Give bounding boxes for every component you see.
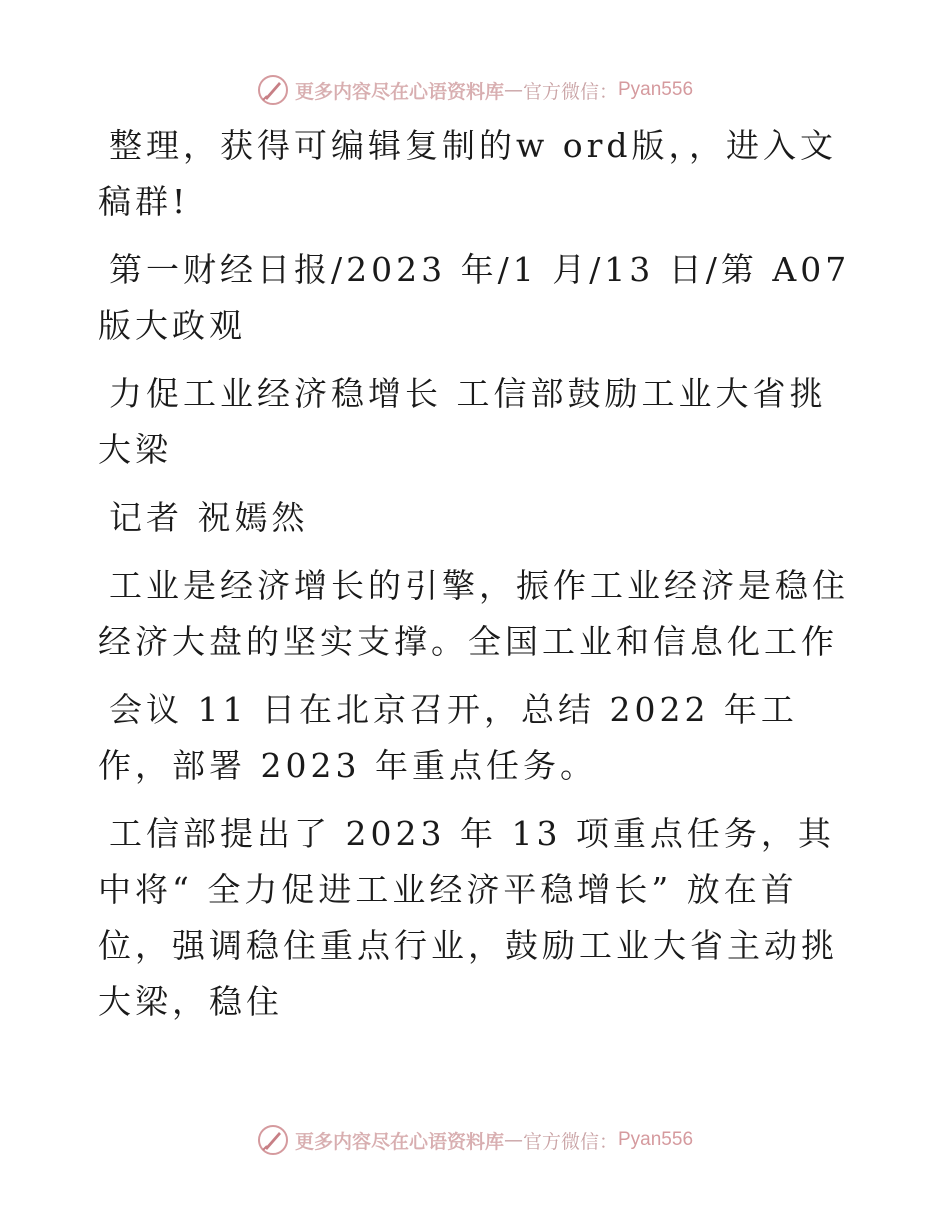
banner-wechat-label: 官方微信： <box>522 80 618 103</box>
banner-text: 更多内容尽在心语资料库 <box>294 1130 504 1153</box>
banner-dash: — <box>503 1129 523 1151</box>
header-watermark-banner <box>0 70 950 110</box>
banner-wechat-label: 官方微信： <box>522 1130 618 1153</box>
footer-watermark-banner <box>0 1120 950 1160</box>
banner-text: 更多内容尽在心语资料库 <box>294 80 504 103</box>
paragraph: 第一财经日报/2023 年/1 月/13 日/第 A07 版大政观 <box>98 250 851 345</box>
paragraph: 力促工业经济稳增长 工信部鼓励工业大省挑大梁 <box>98 374 827 469</box>
paragraph: 整理，获得可编辑复制的w ord版，，进入文稿群! <box>98 126 838 221</box>
paragraph: 工信部提出了 2023 年 13 项重点任务，其中将“ 全力促进工业经济平稳增长” 放在首位，强调稳住重点行业，鼓励工业大省主动挑大梁，稳住 <box>98 814 838 1021</box>
paragraph: 会议 11 日在北京召开，总结 2022 年工作，部署 2023 年重点任务。 <box>98 690 798 785</box>
paragraph: 工业是经济增长的引擎，振作工业经济是稳住经济大盘的坚实支撑。全国工业和信息化工作 <box>98 566 849 661</box>
banner-dash: — <box>503 79 523 101</box>
feather-pen-icon <box>257 1124 289 1156</box>
document-body <box>98 118 858 1030</box>
feather-pen-icon <box>257 74 289 106</box>
paragraph: 记者 祝嫣然 <box>109 498 309 537</box>
banner-wechat-id: Pyan556 <box>618 1129 694 1150</box>
banner-wechat-id: Pyan556 <box>618 79 694 100</box>
